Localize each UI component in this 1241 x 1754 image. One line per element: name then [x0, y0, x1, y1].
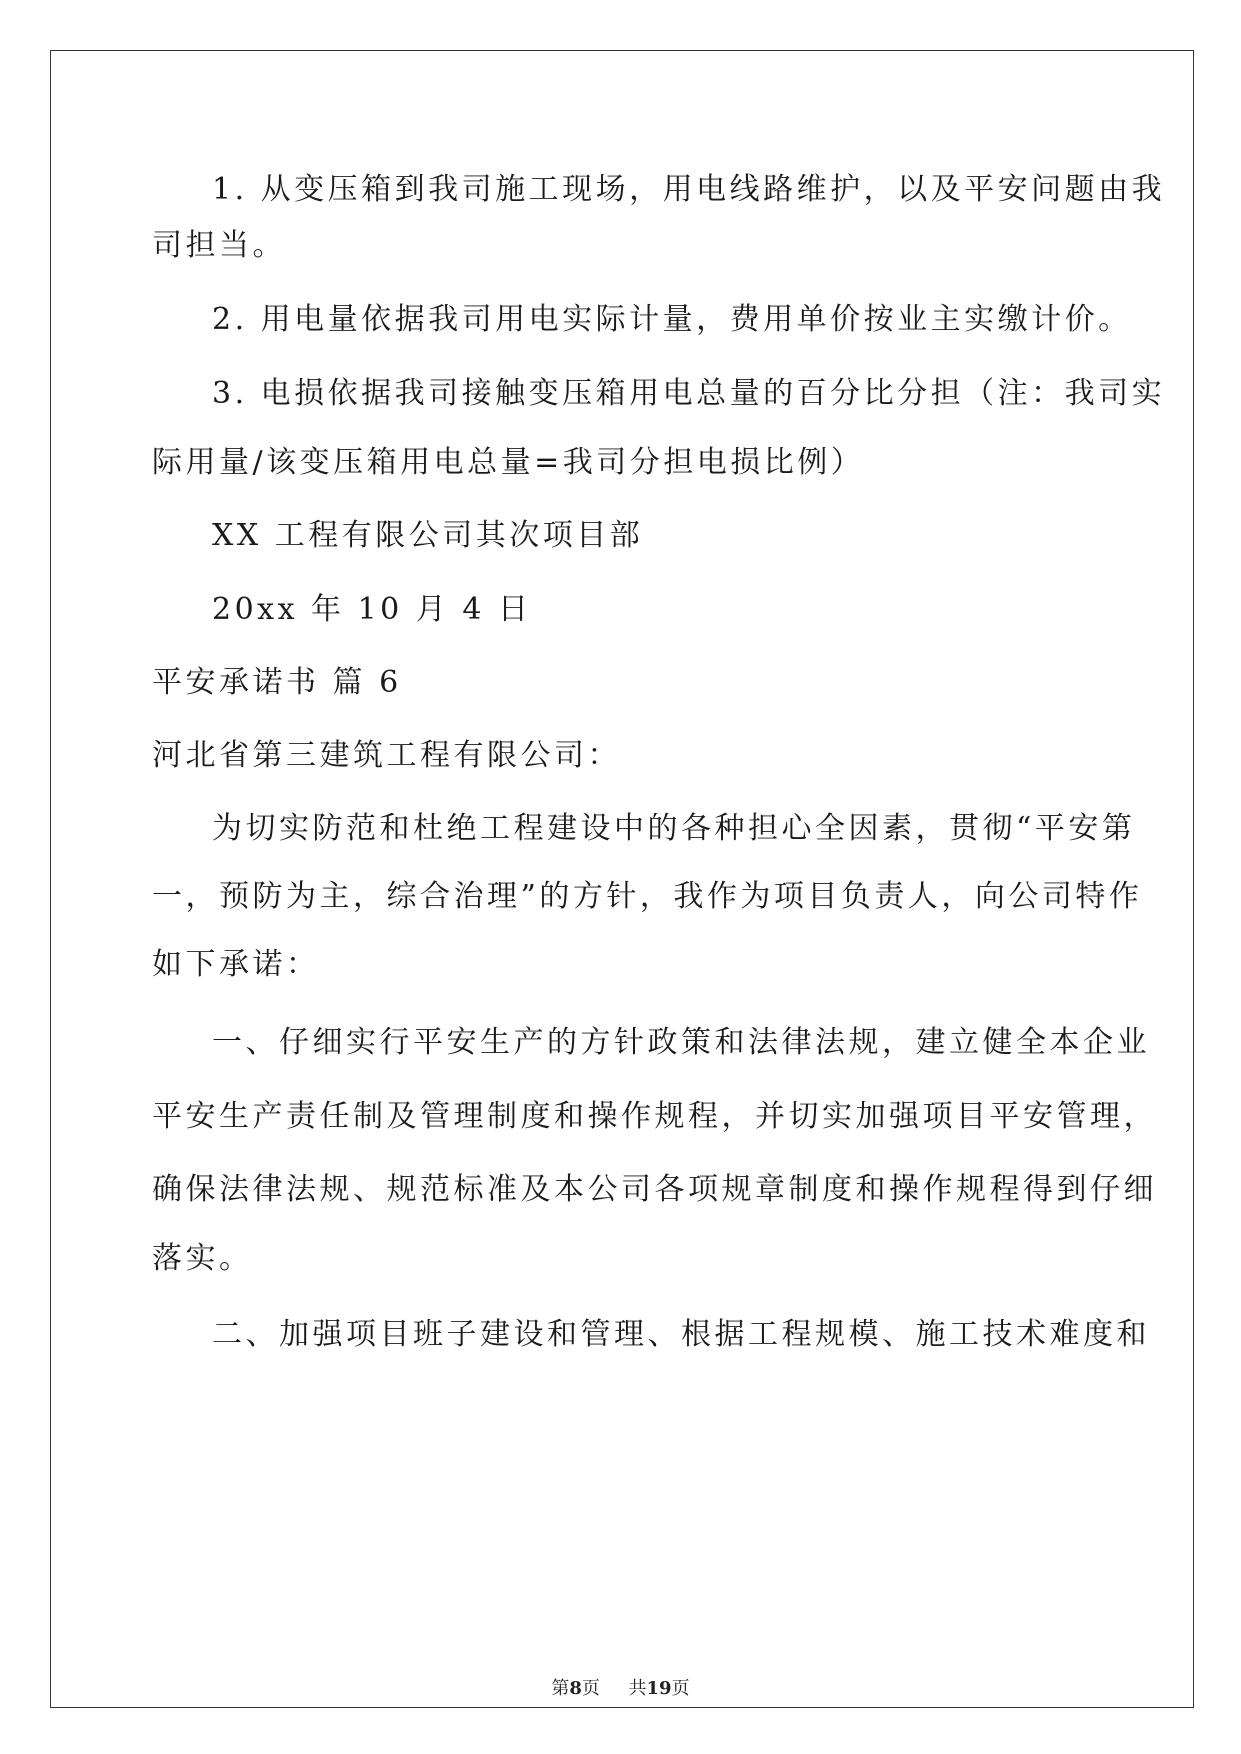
total-prefix: 共 [628, 1678, 647, 1699]
commitment-2-line-1: 二、加强项目班子建设和管理、根据工程规模、施工技术难度和 [212, 1317, 1150, 1352]
section-heading: 平安承诺书 篇 6 [152, 665, 402, 700]
page-total: 19 [646, 1678, 672, 1699]
commitment-1-line-2: 平安生产责任制及管理制度和操作规程，并切实加强项目平安管理， [152, 1099, 1157, 1134]
clause-3-line-2: 际用量/该变压箱用电总量=我司分担电损比例） [152, 445, 865, 480]
commitment-1-line-1: 一、仔细实行平安生产的方针政策和法律法规，建立健全本企业 [212, 1025, 1150, 1060]
page-suffix: 页 [581, 1678, 600, 1699]
signature-date: 20xx 年 10 月 4 日 [212, 592, 532, 627]
page-current: 8 [569, 1678, 582, 1699]
clause-1-line-1: 1. 从变压箱到我司施工现场，用电线路维护，以及平安问题由我 [212, 172, 1166, 207]
clause-3-line-1: 3. 电损依据我司接触变压箱用电总量的百分比分担（注：我司实 [212, 376, 1166, 411]
commitment-1-line-4: 落实。 [152, 1241, 253, 1276]
clause-1-line-2: 司担当。 [152, 228, 286, 263]
page-prefix: 第 [551, 1678, 570, 1699]
page-footer [0, 1677, 1241, 1701]
total-suffix: 页 [671, 1678, 690, 1699]
intro-line-2: 一，预防为主，综合治理”的方针，我作为项目负责人，向公司特作 [152, 879, 1143, 914]
intro-line-1: 为切实防范和杜绝工程建设中的各种担心全因素，贯彻“平安第 [212, 811, 1136, 846]
intro-line-3: 如下承诺： [152, 947, 320, 982]
signature-department: XX 工程有限公司其次项目部 [212, 518, 644, 553]
addressee: 河北省第三建筑工程有限公司： [152, 738, 621, 773]
clause-2-line: 2. 用电量依据我司用电实际计量，费用单价按业主实缴计价。 [212, 302, 1132, 337]
commitment-1-line-3: 确保法律法规、规范标准及本公司各项规章制度和操作规程得到仔细 [152, 1172, 1157, 1207]
